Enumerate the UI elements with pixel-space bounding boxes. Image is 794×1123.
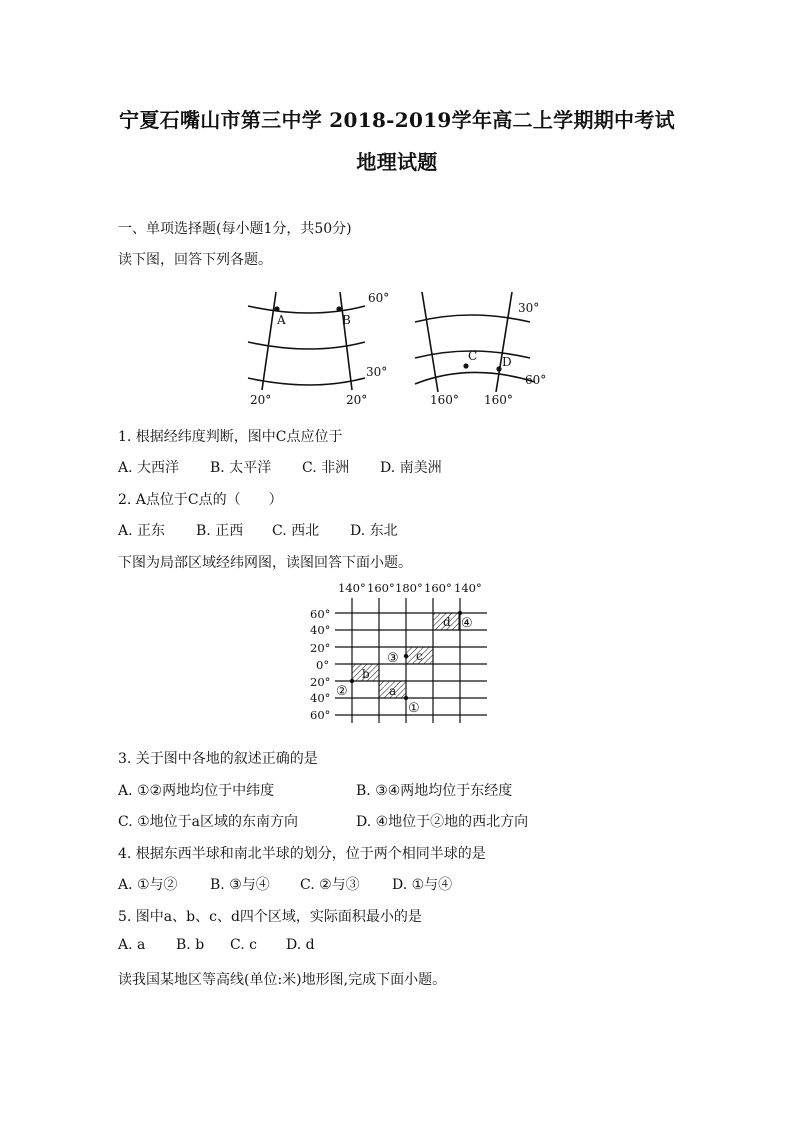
- left-lon-label-1: 20°: [250, 393, 272, 407]
- point-2-label: ②: [336, 684, 348, 699]
- figure2-grid: [300, 578, 500, 728]
- q3-option-c: C. ①地位于a区域的东南方向: [118, 814, 299, 830]
- region-b-label: b: [362, 667, 370, 681]
- section-heading: 一、单项选择题(每小题1分，共50分): [118, 221, 352, 237]
- top-label-5: 140°: [454, 581, 482, 595]
- left-label-3: 20°: [310, 641, 331, 655]
- region-c-label: c: [416, 649, 423, 663]
- point-b-label: B: [342, 313, 351, 327]
- left-lat-label-1: 60°: [368, 291, 390, 305]
- q1-option-a: A. 大西洋: [118, 460, 180, 476]
- figure1-intro: 读下图，回答下列各题。: [118, 252, 272, 268]
- left-label-2: 40°: [310, 623, 331, 637]
- q5-option-d: D. d: [286, 937, 315, 953]
- q4-option-a: A. ①与②: [118, 877, 178, 893]
- point-a-dot: [274, 306, 279, 311]
- left-lon-label-2: 20°: [346, 393, 368, 407]
- q2-option-b: B. 正西: [196, 523, 244, 539]
- q4-option-d: D. ①与④: [392, 877, 453, 893]
- top-label-4: 160°: [424, 581, 452, 595]
- q1-option-c: C. 非洲: [302, 460, 350, 476]
- right-lat-label-1: 30°: [518, 301, 540, 315]
- figure1-graticule: [240, 282, 560, 412]
- point-d-dot: [496, 366, 501, 371]
- paper-title: 宁夏石嘴山市第三中学 2018-2019学年高二上学期期中考试: [119, 108, 675, 132]
- top-label-2: 160°: [367, 581, 395, 595]
- q5-stem: 5. 图中a、b、c、d四个区域，实际面积最小的是: [118, 909, 422, 925]
- point-4-dot: [458, 611, 462, 615]
- q3-option-a: A. ①②两地均位于中纬度: [118, 783, 275, 799]
- q5-option-b: B. b: [176, 937, 205, 953]
- top-label-1: 140°: [338, 581, 366, 595]
- point-d-label: D: [502, 355, 512, 369]
- q3-stem: 3. 关于图中各地的叙述正确的是: [118, 751, 318, 767]
- point-c-dot: [463, 363, 468, 368]
- left-label-1: 60°: [310, 607, 331, 621]
- q3-option-b: B. ③④两地均位于东经度: [356, 783, 513, 799]
- figure3-intro: 读我国某地区等高线(单位:米)地形图,完成下面小题。: [118, 972, 447, 988]
- point-b-dot: [336, 306, 341, 311]
- paper-subtitle: 地理试题: [356, 150, 438, 174]
- point-1-label: ①: [408, 701, 420, 716]
- q4-stem: 4. 根据东西半球和南北半球的划分，位于两个相同半球的是: [118, 846, 486, 862]
- point-1-dot: [404, 696, 408, 700]
- point-4-label: ④: [461, 616, 473, 631]
- left-label-4: 0°: [316, 658, 330, 672]
- point-2-dot: [350, 679, 354, 683]
- q1-stem: 1. 根据经纬度判断，图中C点应位于: [118, 429, 343, 445]
- left-label-5: 20°: [310, 675, 331, 689]
- q2-stem: 2. A点位于C点的（ ）: [118, 492, 283, 508]
- region-d-label: d: [443, 615, 451, 629]
- left-lat-label-2: 30°: [366, 365, 388, 379]
- q4-option-b: B. ③与④: [210, 877, 270, 893]
- top-label-3: 180°: [395, 581, 423, 595]
- right-lat-label-2: 60°: [525, 373, 547, 387]
- q4-option-c: C. ②与③: [300, 877, 360, 893]
- q2-option-c: C. 西北: [272, 523, 320, 539]
- q1-option-b: B. 太平洋: [210, 460, 272, 476]
- q3-option-d: D. ④地位于②地的西北方向: [356, 814, 529, 830]
- point-a-label: A: [277, 313, 286, 327]
- q5-option-a: A. a: [118, 937, 146, 953]
- q1-option-d: D. 南美洲: [380, 460, 442, 476]
- right-lon-label-2: 160°: [484, 393, 513, 407]
- q2-option-a: A. 正东: [118, 523, 166, 539]
- left-label-7: 60°: [310, 708, 331, 722]
- figure2-intro: 下图为局部区域经纬网图，读图回答下面小题。: [118, 555, 412, 571]
- point-3-label: ③: [387, 651, 399, 666]
- q2-option-d: D. 东北: [350, 523, 398, 539]
- point-3-dot: [404, 654, 408, 658]
- q5-option-c: C. c: [230, 937, 257, 953]
- point-c-label: C: [468, 349, 478, 363]
- region-a-label: a: [389, 684, 397, 698]
- left-label-6: 40°: [310, 691, 331, 705]
- right-lon-label-1: 160°: [430, 393, 459, 407]
